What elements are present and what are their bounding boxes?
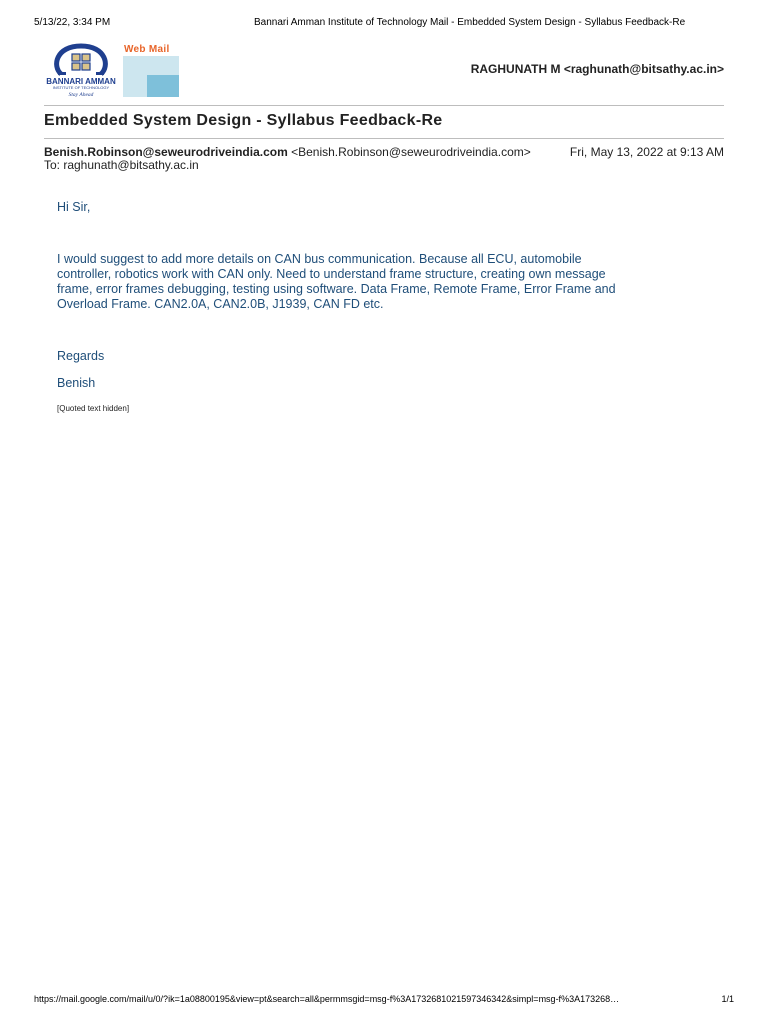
page-number: 1/1 [721, 994, 734, 1004]
logo-tagline: Stay Ahead [68, 92, 94, 98]
sender-name: Benish.Robinson@seweurodriveindia.com [44, 145, 288, 159]
quoted-text-toggle[interactable]: [Quoted text hidden] [57, 404, 130, 413]
message-paragraph [57, 252, 707, 312]
logo-area [44, 42, 184, 98]
signature: Benish [57, 376, 96, 390]
print-header [34, 17, 734, 31]
institute-logo [44, 42, 118, 98]
greeting: Hi Sir, [57, 200, 91, 214]
webmail-label: Web Mail [124, 44, 170, 55]
paragraph-line: controller, robotics work with CAN only. Need to understand frame structure, creating own message [57, 267, 606, 281]
paragraph-line: frame, error frames debugging, testing using software. Data Frame, Remote Frame, Error Frame and [57, 282, 616, 296]
logo-subname: INSTITUTE OF TECHNOLOGY [52, 85, 110, 90]
divider [44, 105, 724, 106]
sender-line [44, 145, 724, 159]
print-date: 5/13/22, 3:34 PM [34, 17, 111, 28]
paragraph-line: I would suggest to add more details on CAN bus communication. Because all ECU, automobile [57, 252, 582, 266]
account-name: RAGHUNATH M <raghunath@bitsathy.ac.in> [470, 62, 724, 76]
print-url: https://mail.google.com/mail/u/0/?ik=1a08800195&view=pt&search=all&permmsgid=msg-f%3A1732681021597346342&simpl=msg-f%3A173268… [34, 994, 620, 1004]
logo-name: BANNARI AMMAN [46, 77, 116, 86]
print-title: Bannari Amman Institute of Technology Mail - Embedded System Design - Syllabus Feedback-Re [254, 17, 686, 28]
sender-email: <Benish.Robinson@seweurodriveindia.com> [291, 145, 531, 159]
paragraph-line: Overload Frame. CAN2.0A, CAN2.0B, J1939, CAN FD etc. [57, 297, 384, 311]
webmail-block-dark [147, 75, 179, 97]
message-date: Fri, May 13, 2022 at 9:13 AM [569, 145, 724, 159]
divider [44, 138, 724, 139]
print-footer [34, 994, 734, 1006]
closing: Regards [57, 349, 105, 363]
email-subject: Embedded System Design - Syllabus Feedback-Re [44, 112, 443, 129]
recipient-line: To: raghunath@bitsathy.ac.in [44, 158, 199, 172]
